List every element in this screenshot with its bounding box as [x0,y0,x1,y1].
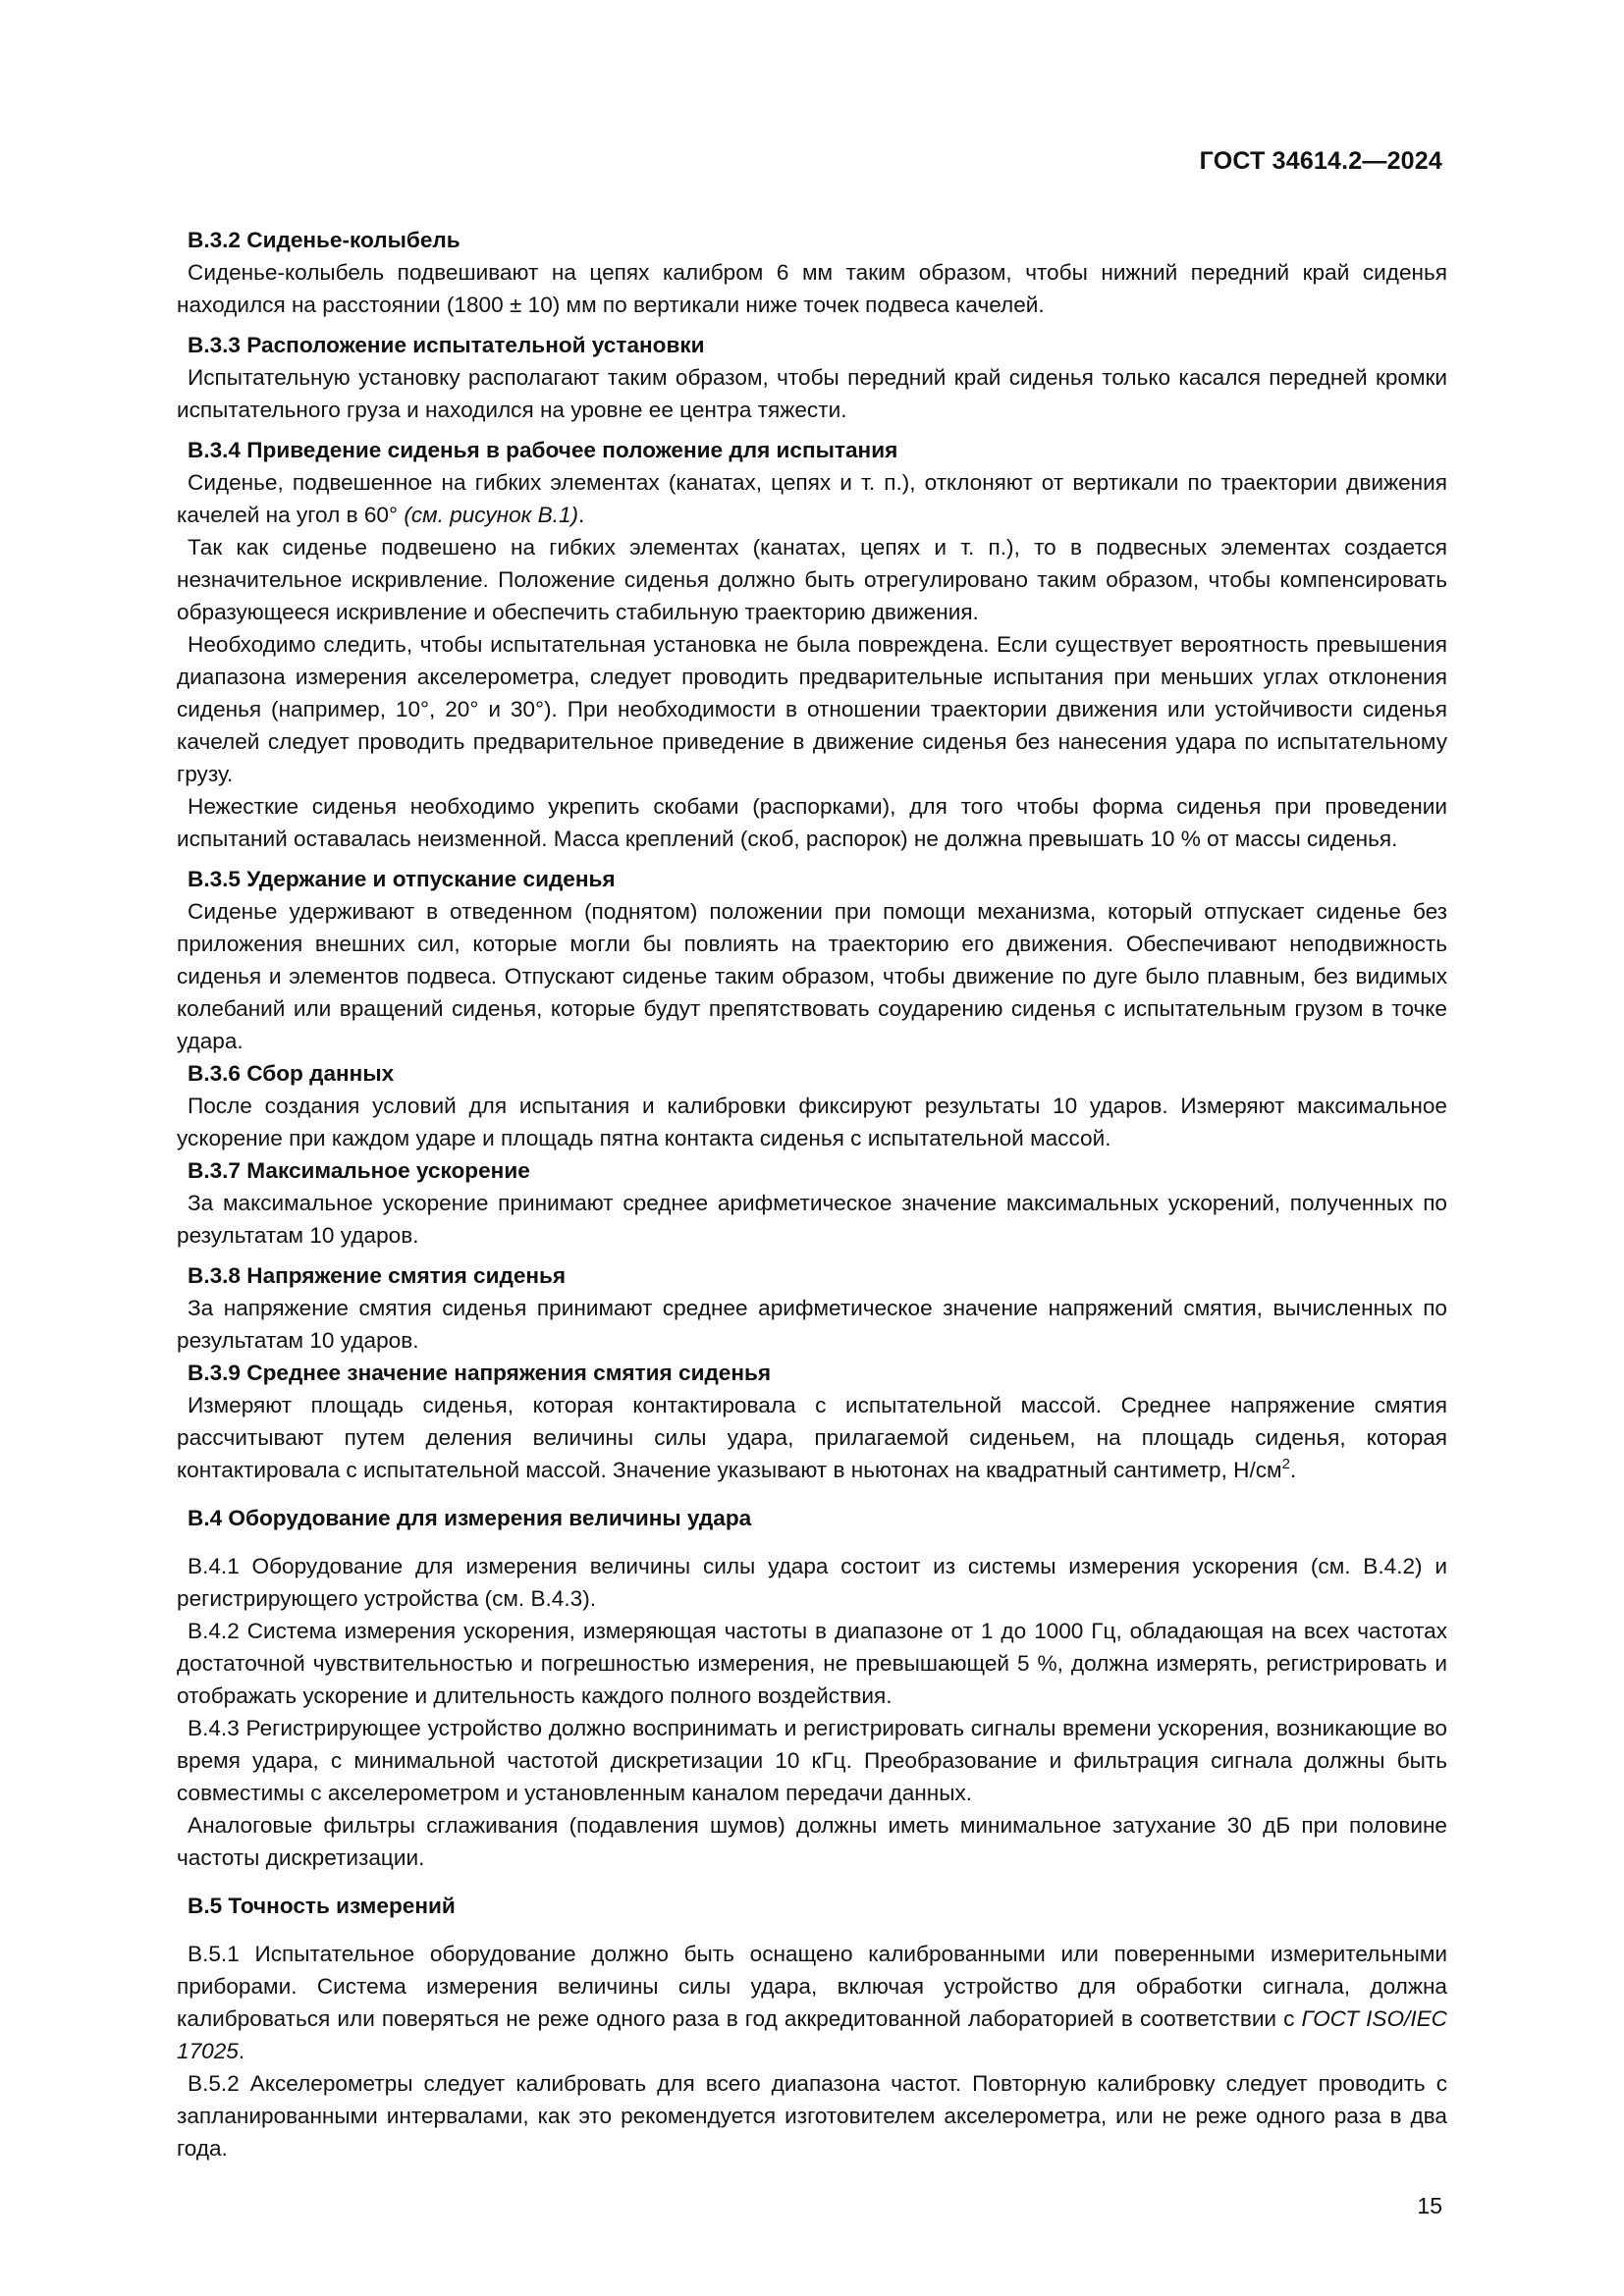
section-heading-b35: В.3.5 Удержание и отпускание сиденья [188,867,616,891]
section-heading-b39: В.3.9 Среднее значение напряжения смятия сиденья [188,1361,772,1385]
paragraph: В.4.3 Регистрирующее устройство должно воспринимать и регистрировать сигналы времени ускорения, возникающие во время удара, с минимальной частотой дискретизации 10 кГц. Преобразование и фильтрация сигнала должны быть совместимы с акселерометром и установленным каналом передачи данных. [177,1716,1447,1805]
standard-reference-link[interactable]: ГОСТ ISO/IEC 17025 [177,2006,1447,2063]
paragraph-text: . [238,2039,245,2063]
paragraph: После создания условий для испытания и калибровки фиксируют результаты 10 ударов. Измеряют максимальное ускорение при каждом ударе и площадь пятна контакта сиденья с испытательной массой. [177,1094,1447,1150]
superscript: 2 [1281,1456,1290,1472]
section-heading-b33: В.3.3 Расположение испытательной установки [188,333,705,357]
paragraph: За максимальное ускорение принимают среднее арифметическое значение максимальных ускорений, полученных по результатам 10 ударов. [177,1191,1447,1248]
section-heading-b4: В.4 Оборудование для измерения величины удара [188,1506,752,1530]
paragraph-text: . [578,503,585,527]
paragraph: Нежесткие сиденья необходимо укрепить скобами (распорками), для того чтобы форма сиденья при проведении испытаний оставалась неизменной. Масса креплений (скоб, распорок) не должна превышать 10 % от массы сиденья. [177,794,1447,851]
document-code-header: ГОСТ 34614.2—2024 [1199,147,1442,175]
paragraph: Сиденье удерживают в отведенном (поднятом) положении при помощи механизма, который отпускает сиденье без приложения внешних сил, которые могли бы повлиять на траекторию его движения. Обеспечивают неподвижность сиденья и элементов подвеса. Отпускают сиденье таким образом, чтобы движение по дуге было плавным, без видимых колебаний или вращений сиденья, которые будут препятствовать соударению сиденья с испытательным грузом в точке удара. [177,899,1447,1053]
section-heading-b37: В.3.7 Максимальное ускорение [188,1158,530,1183]
paragraph: Аналоговые фильтры сглаживания (подавления шумов) должны иметь минимальное затухание 30 дБ при половине частоты дискретизации. [177,1813,1447,1870]
paragraph [177,1938,1447,2067]
paragraph [177,1389,1447,1486]
section-heading-b36: В.3.6 Сбор данных [188,1061,395,1086]
section-heading-b32: В.3.2 Сиденье-колыбель [188,228,460,252]
paragraph-text: В.5.1 Испытательное оборудование должно быть оснащено калиброванными или поверенными измерительными приборами. Система измерения величины силы удара, включая устройство для обработки сигнала, должна калиброваться или поверяться не реже одного раза в год аккредитованной лабораторией в соответствии с [177,1942,1447,2031]
paragraph: В.4.1 Оборудование для измерения величины силы удара состоит из системы измерения ускорения (см. В.4.2) и регистрирующего устройства (см. В.4.3). [177,1554,1447,1611]
paragraph: В.4.2 Система измерения ускорения, измеряющая частоты в диапазоне от 1 до 1000 Гц, обладающая на всех частотах достаточной чувствительностью и погрешностью измерения, не превышающей 5 %, должна измерять, регистрировать и отображать ускорение и длительность каждого полного воздействия. [177,1619,1447,1708]
figure-reference-link[interactable]: (см. рисунок В.1) [404,503,579,527]
section-heading-b34: В.3.4 Приведение сиденья в рабочее положение для испытания [188,438,898,462]
paragraph: Необходимо следить, чтобы испытательная установка не была повреждена. Если существует вероятность превышения диапазона измерения акселерометра, следует проводить предварительные испытания при меньших углах отклонения сиденья (например, 10°, 20° и 30°). При необходимости в отношении траектории движения или устойчивости сиденья качелей следует проводить предварительное приведение в движение сиденья без нанесения удара по испытательному грузу. [177,632,1447,786]
paragraph-text: Измеряют площадь сиденья, которая контактировала с испытательной массой. Среднее напряжение смятия рассчитывают путем деления величины силы удара, прилагаемой сиденьем, на площадь сиденья, которая контактировала с испытательной массой. Значение указывают в ньютонах на квадратный сантиметр, Н/см [177,1393,1447,1482]
paragraph-text: . [1289,1458,1297,1482]
paragraph-text: Сиденье, подвешенное на гибких элементах (канатах, цепях и т. п.), отклоняют от вертикали по траектории движения качелей на угол в 60° [177,470,1447,527]
paragraph: Сиденье-колыбель подвешивают на цепях калибром 6 мм таким образом, чтобы нижний передний край сиденья находился на расстоянии (1800 ± 10) мм по вертикали ниже точек подвеса качелей. [177,260,1447,317]
section-heading-b38: В.3.8 Напряжение смятия сиденья [188,1263,567,1288]
paragraph: За напряжение смятия сиденья принимают среднее арифметическое значение напряжений смятия, вычисленных по результатам 10 ударов. [177,1296,1447,1353]
page-number: 15 [1417,2193,1442,2218]
section-heading-b5: В.5 Точность измерений [188,1894,456,1918]
document-body [177,224,1447,2164]
paragraph: В.5.2 Акселерометры следует калибровать для всего диапазона частот. Повторную калибровку следует проводить с запланированными интервалами, как это рекомендуется изготовителем акселерометра, или не реже одного раза в два года. [177,2071,1447,2161]
paragraph: Так как сиденье подвешено на гибких элементах (канатах, цепях и т. п.), то в подвесных элементах создается незначительное искривление. Положение сиденья должно быть отрегулировано таким образом, чтобы компенсировать образующееся искривление и обеспечить стабильную траекторию движения. [177,535,1447,624]
paragraph: Испытательную установку располагают таким образом, чтобы передний край сиденья только касался передней кромки испытательного груза и находился на уровне ее центра тяжести. [177,365,1447,422]
paragraph [177,466,1447,531]
